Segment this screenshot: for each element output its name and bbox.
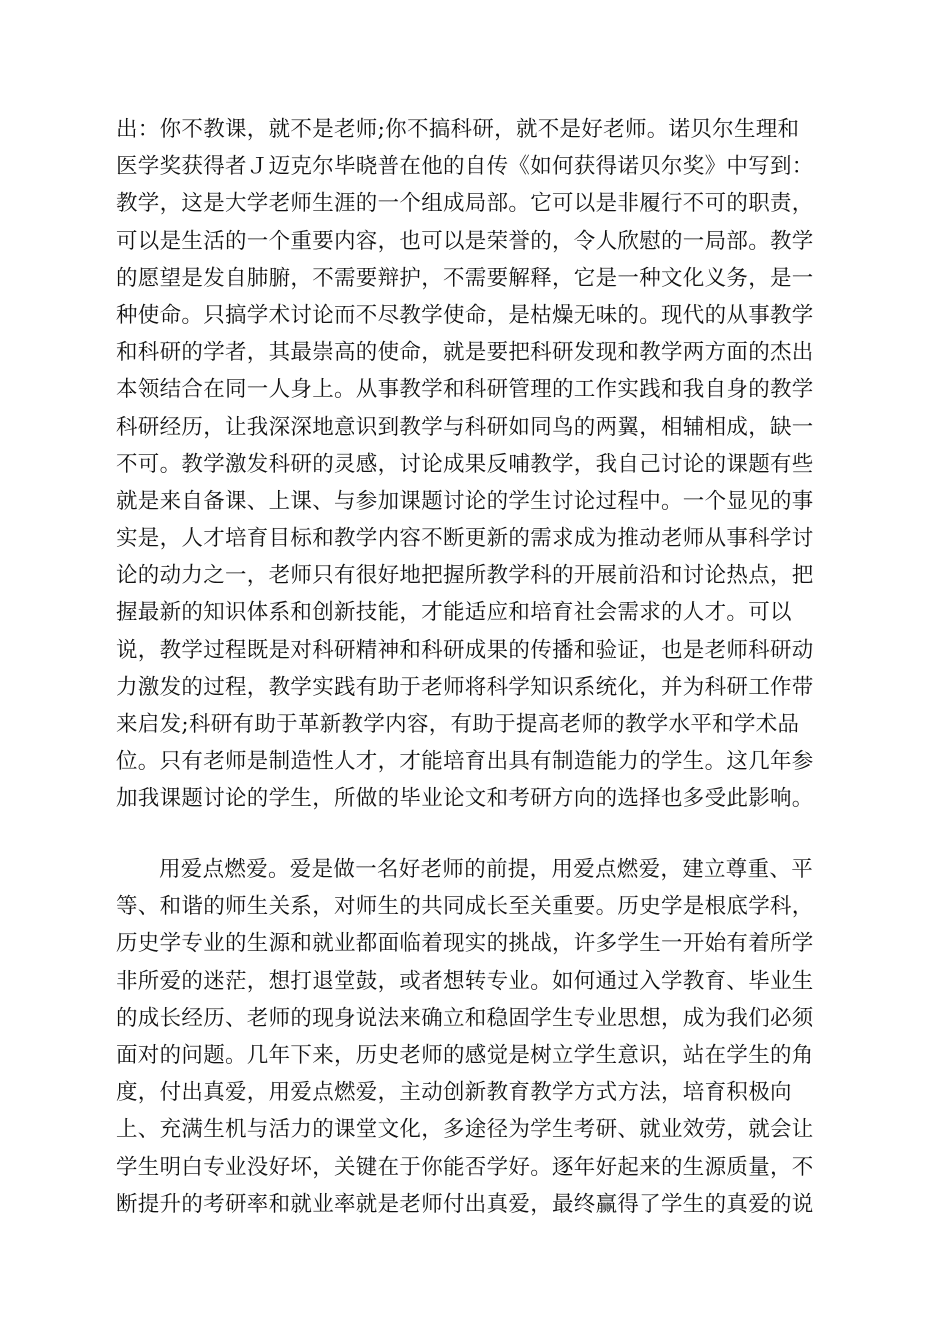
text-line: 度，付出真爱，用爱点燃爱，主动创新教育教学方式方法，培育积极向 — [116, 1080, 792, 1106]
text-line: 就是来自备课、上课、与参加课题讨论的学生讨论过程中。一个显见的事 — [116, 488, 814, 514]
text-line: 等、和谐的师生关系，对师生的共同成长至关重要。历史学是根底学科， — [116, 894, 814, 920]
paragraph-teaching-research — [116, 111, 836, 818]
text-line: 出：你不教课，就不是老师;你不搞科研，就不是好老师。诺贝尔生理和 — [116, 117, 800, 142]
text-line: 非所爱的迷茫，想打退堂鼓，或者想转专业。如何通过入学教育、毕业生 — [116, 968, 814, 994]
text-line: 和科研的学者，其最崇高的使命，就是要把科研发现和教学两方面的杰出 — [116, 340, 814, 366]
text-line: 来启发;科研有助于革新教学内容，有助于提高老师的教学水平和学术品 — [116, 712, 800, 737]
text-line: 学生明白专业没好坏，关键在于你能否学好。逐年好起来的生源质量，不 — [116, 1154, 814, 1180]
text-line: 握最新的知识体系和创新技能，才能适应和培育社会需求的人才。可以 — [116, 600, 792, 626]
text-line: 断提升的考研率和就业率就是老师付出真爱，最终赢得了学生的真爱的说 — [116, 1191, 814, 1217]
paragraph-love-ignites-love — [116, 851, 836, 1223]
text-line: 种使命。只搞学术讨论而不尽教学使命，是枯燥无味的。现代的从事教学 — [116, 302, 814, 328]
text-line: 的成长经历、老师的现身说法来确立和稳固学生专业思想，成为我们必须 — [116, 1005, 814, 1031]
text-line: 说，教学过程既是对科研精神和科研成果的传播和验证，也是老师科研动 — [116, 637, 814, 663]
text-line: 实是，人才培育目标和教学内容不断更新的需求成为推动老师从事科学讨 — [116, 526, 814, 552]
text-line: 位。只有老师是制造性人才，才能培育出具有制造能力的学生。这几年参 — [116, 749, 814, 775]
text-line: 教学，这是大学老师生涯的一个组成局部。它可以是非履行不可的职责， — [116, 191, 814, 217]
text-line: 论的动力之一，老师只有很好地把握所教学科的开展前沿和讨论热点，把 — [116, 563, 814, 589]
text-line: 本领结合在同一人身上。从事教学和科研管理的工作实践和我自身的教学 — [116, 377, 814, 403]
text-line: 可以是生活的一个重要内容，也可以是荣誉的，令人欣慰的一局部。教学 — [116, 228, 814, 254]
text-line: 加我课题讨论的学生，所做的毕业论文和考研方向的选择也多受此影响。 — [116, 786, 814, 812]
text-line: 不可。教学激发科研的灵感，讨论成果反哺教学，我自己讨论的课题有些 — [116, 451, 814, 477]
text-line: 上、充满生机与活力的课堂文化，多途径为学生考研、就业效劳，就会让 — [116, 1117, 814, 1143]
text-line: 科研经历，让我深深地意识到教学与科研如同鸟的两翼，相辅相成，缺一 — [116, 414, 814, 440]
text-line: 用爱点燃爱。爱是做一名好老师的前提，用爱点燃爱，建立尊重、平 — [159, 857, 814, 882]
text-line: 医学奖获得者Ｊ迈克尔毕晓普在他的自传《如何获得诺贝尔奖》中写到： — [116, 154, 814, 180]
text-line: 力激发的过程，教学实践有助于老师将科学知识系统化，并为科研工作带 — [116, 674, 814, 700]
text-line: 面对的问题。几年下来，历史老师的感觉是树立学生意识，站在学生的角 — [116, 1042, 814, 1068]
text-line: 历史学专业的生源和就业都面临着现实的挑战，许多学生一开始有着所学 — [116, 931, 814, 957]
text-line: 的愿望是发自肺腑，不需要辩护，不需要解释，它是一种文化义务，是一 — [116, 265, 814, 291]
